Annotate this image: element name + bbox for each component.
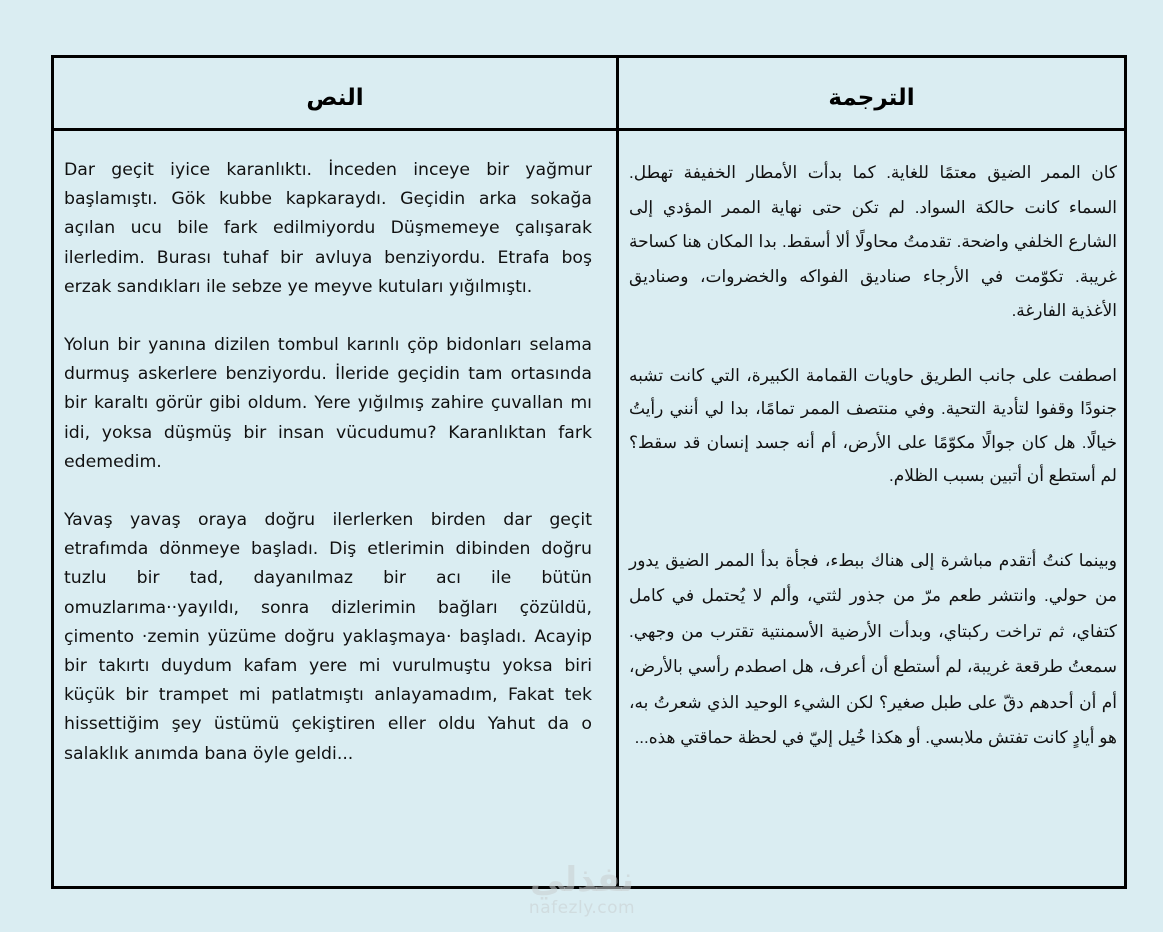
translation-paragraph: كان الممر الضيق معتمًا للغاية. كما بدأت الأمطار الخفيفة تهطل. السماء كانت حالكة السواد. لم تكن حتى نهاية الممر المؤدي إلى الشارع الخلفي واضحة. تقدمتُ محاولًا ألا أسقط. بدا المكان هنا كساحة غريبة. تكوّمت في الأرجاء صناديق الفواكه والخضروات، وصناديق الأغذية الفارغة. — [629, 163, 1117, 320]
watermark-url: nafezly.com — [528, 898, 636, 918]
original-text-cell — [64, 156, 592, 769]
translation-paragraph: اصطفت على جانب الطريق حاويات القمامة الكبيرة، التي كانت تشبه جنودًا وقفوا لتأدية التحية. وفي منتصف الممر تمامًا، بدا لي أنني رأيتُ خيالًا. هل كان جوالًا مكوّمًا على الأرض، أم أنه جسد إنسان قد سقط؟ لم أستطع أن أتبين بسبب الظلام. — [629, 365, 1117, 485]
translation-cell — [629, 156, 1117, 756]
original-paragraph: Yavaş yavaş oraya doğru ilerlerken birden dar geçit etrafımda dönmeye başladı. Diş etlerimin dibinden doğru tuzlu bir tad, dayanılmaz bir acı ile bütün omuzlarıma··yayıldı, sonra dizlerimin bağları çözüldü, çimento ·zemin yüzüme doğru yaklaşmaya· başladı. Acayip bir takırtı duydum kafam yere mi vurulmuştu yoksa biri küçük bir trampet mi patlatmıştı anlayamadım, Fakat tek hissettiğim şey üstümü çekiştiren eller oldu Yahut da o salaklık anımda bana öyle geldi... — [64, 510, 592, 764]
original-paragraph: Dar geçit iyice karanlıktı. İnceden inceye bir yağmur başlamıştı. Gök kubbe kapkaraydı. Geçidin arka sokağa açılan ucu bile fark edilmiyordu Düşmemeye çalışarak ilerledim. Burası tuhaf bir avluya benziyordu. Etrafa boş erzak sandıkları ile sebze ye meyve kutuları yığılmıştı. — [64, 160, 592, 297]
translation-paragraph: وبينما كنتُ أتقدم مباشرة إلى هناك ببطء، فجأة بدأ الممر الضيق يدور من حولي. وانتشر طعم مرّ من جذور لثتي، وألم لا يُحتمل في كامل كتفاي، ثم تراخت ركبتاي، وبدأت الأرضية الأسمنتية تقترب من وجهي. سمعتُ طرقعة غريبة، لم أستطع أن أعرف، هل اصطدم رأسي بالأرض، أم أن أحدهم دقّ على طبل صغير؟ لكن الشيء الوحيد الذي شعرتُ به، هو أيادٍ كانت تفتش ملابسي. أو هكذا خُيل إليّ في لحظة حماقتي هذه... — [629, 550, 1117, 747]
table-header-row — [54, 58, 1124, 131]
column-divider — [616, 58, 619, 886]
original-paragraph: Yolun bir yanına dizilen tombul karınlı çöp bidonları selama durmuş askerlere benziyordu. İleride geçidin tam ortasında bir karaltı görür gibi oldum. Yere yığılmış zahire çuvallan mı idi, yoksa düşmüş bir insan vücudumu? Karanlıktan fark edemedim. — [64, 335, 592, 472]
translation-table — [51, 55, 1127, 889]
watermark-logo: نفذلي — [529, 860, 635, 900]
header-translation: الترجمة — [828, 85, 915, 111]
header-original-text: النص — [306, 85, 364, 111]
